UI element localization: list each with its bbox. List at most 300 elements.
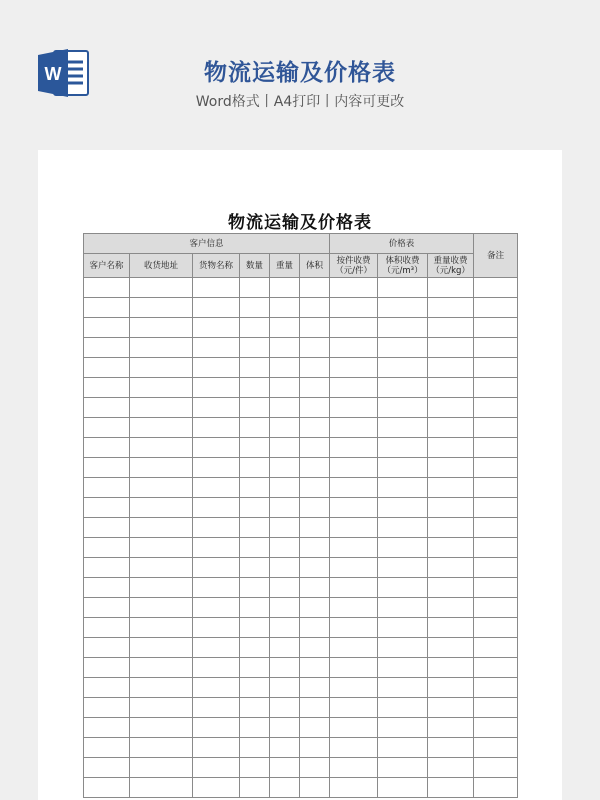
- table-cell: [270, 478, 300, 498]
- table-cell: [240, 658, 270, 678]
- table-cell: [300, 478, 330, 498]
- table-cell: [270, 498, 300, 518]
- table-cell: [84, 298, 130, 318]
- table-row: [84, 458, 518, 478]
- table-cell: [84, 418, 130, 438]
- table-cell: [270, 598, 300, 618]
- table-cell: [330, 598, 378, 618]
- table-cell: [474, 338, 518, 358]
- table-cell: [428, 438, 474, 458]
- table-cell: [130, 758, 193, 778]
- table-row: [84, 578, 518, 598]
- table-cell: [428, 298, 474, 318]
- table-cell: [193, 338, 240, 358]
- table-cell: [84, 638, 130, 658]
- table-cell: [270, 458, 300, 478]
- table-cell: [130, 378, 193, 398]
- col-volume: 体积: [300, 254, 330, 278]
- table-cell: [428, 738, 474, 758]
- table-cell: [270, 758, 300, 778]
- table-cell: [240, 558, 270, 578]
- table-cell: [474, 378, 518, 398]
- table-cell: [84, 678, 130, 698]
- table-cell: [474, 498, 518, 518]
- table-cell: [428, 678, 474, 698]
- col-customer-name: 客户名称: [84, 254, 130, 278]
- table-cell: [270, 738, 300, 758]
- table-cell: [300, 698, 330, 718]
- table-cell: [193, 418, 240, 438]
- table-cell: [270, 558, 300, 578]
- table-row: [84, 378, 518, 398]
- table-cell: [300, 538, 330, 558]
- table-cell: [474, 738, 518, 758]
- table-cell: [193, 638, 240, 658]
- table-cell: [330, 578, 378, 598]
- col-goods-name: 货物名称: [193, 254, 240, 278]
- table-cell: [270, 678, 300, 698]
- table-cell: [378, 358, 428, 378]
- page-title: 物流运输及价格表: [204, 60, 396, 86]
- table-cell: [474, 478, 518, 498]
- col-fee-per-piece-line2: （元/件）: [335, 265, 372, 276]
- table-cell: [240, 778, 270, 798]
- table-cell: [84, 578, 130, 598]
- table-cell: [474, 458, 518, 478]
- table-cell: [84, 518, 130, 538]
- table-cell: [130, 318, 193, 338]
- table-cell: [84, 718, 130, 738]
- table-cell: [428, 718, 474, 738]
- group-customer-info: 客户信息: [84, 234, 330, 254]
- table-cell: [428, 378, 474, 398]
- table-cell: [428, 558, 474, 578]
- col-fee-per-weight-line2: （元/kg）: [431, 265, 470, 276]
- table-cell: [428, 538, 474, 558]
- table-cell: [130, 558, 193, 578]
- col-fee-per-piece-line1: 按件收费: [336, 255, 371, 266]
- table-cell: [240, 518, 270, 538]
- table-cell: [240, 578, 270, 598]
- table-cell: [378, 738, 428, 758]
- table-cell: [193, 498, 240, 518]
- table-cell: [330, 698, 378, 718]
- table-cell: [330, 538, 378, 558]
- table-cell: [330, 278, 378, 298]
- table-row: [84, 438, 518, 458]
- table-cell: [240, 478, 270, 498]
- table-cell: [330, 438, 378, 458]
- table-cell: [270, 658, 300, 678]
- table-cell: [193, 618, 240, 638]
- table-cell: [270, 358, 300, 378]
- table-cell: [193, 458, 240, 478]
- table-cell: [270, 418, 300, 438]
- table-cell: [474, 658, 518, 678]
- table-cell: [240, 438, 270, 458]
- table-cell: [84, 658, 130, 678]
- table-cell: [84, 338, 130, 358]
- table-cell: [378, 658, 428, 678]
- col-fee-per-weight-line1: 重量收费: [433, 255, 468, 266]
- table-cell: [193, 478, 240, 498]
- table-cell: [130, 418, 193, 438]
- table-cell: [240, 278, 270, 298]
- table-cell: [428, 658, 474, 678]
- table-cell: [330, 398, 378, 418]
- table-cell: [474, 438, 518, 458]
- table-cell: [193, 738, 240, 758]
- table-row: [84, 478, 518, 498]
- table-cell: [428, 618, 474, 638]
- table-cell: [84, 358, 130, 378]
- table-cell: [84, 278, 130, 298]
- table-cell: [240, 338, 270, 358]
- table-cell: [378, 378, 428, 398]
- table-cell: [378, 478, 428, 498]
- table-cell: [474, 278, 518, 298]
- table-row: [84, 298, 518, 318]
- table-cell: [130, 278, 193, 298]
- table-cell: [378, 558, 428, 578]
- table-cell: [330, 378, 378, 398]
- table-cell: [193, 698, 240, 718]
- table-cell: [330, 318, 378, 338]
- table-cell: [300, 358, 330, 378]
- table-cell: [378, 518, 428, 538]
- table-cell: [270, 718, 300, 738]
- table-cell: [300, 438, 330, 458]
- table-cell: [300, 718, 330, 738]
- table-cell: [330, 778, 378, 798]
- table-cell: [240, 638, 270, 658]
- table-row: [84, 658, 518, 678]
- table-cell: [84, 758, 130, 778]
- table-cell: [193, 378, 240, 398]
- table-cell: [330, 738, 378, 758]
- table-cell: [378, 418, 428, 438]
- table-cell: [193, 578, 240, 598]
- table-cell: [193, 718, 240, 738]
- table-cell: [270, 378, 300, 398]
- table-cell: [240, 718, 270, 738]
- table-cell: [330, 558, 378, 578]
- table-cell: [270, 538, 300, 558]
- table-cell: [378, 398, 428, 418]
- table-cell: [428, 578, 474, 598]
- table-cell: [300, 318, 330, 338]
- table-cell: [300, 758, 330, 778]
- table-cell: [240, 498, 270, 518]
- table-cell: [474, 698, 518, 718]
- table-cell: [428, 398, 474, 418]
- table-cell: [270, 438, 300, 458]
- table-cell: [240, 378, 270, 398]
- table-cell: [270, 638, 300, 658]
- table-cell: [240, 358, 270, 378]
- table-cell: [378, 338, 428, 358]
- table-cell: [300, 278, 330, 298]
- table-cell: [130, 458, 193, 478]
- table-cell: [300, 598, 330, 618]
- table-cell: [330, 478, 378, 498]
- table-cell: [240, 398, 270, 418]
- document-page: [38, 150, 562, 800]
- table-cell: [474, 718, 518, 738]
- col-weight: 重量: [270, 254, 300, 278]
- table-cell: [84, 498, 130, 518]
- col-quantity: 数量: [240, 254, 270, 278]
- table-cell: [240, 678, 270, 698]
- table-cell: [330, 418, 378, 438]
- table-cell: [330, 638, 378, 658]
- table-cell: [240, 758, 270, 778]
- table-cell: [193, 538, 240, 558]
- table-cell: [84, 618, 130, 638]
- table-cell: [474, 618, 518, 638]
- table-cell: [130, 678, 193, 698]
- table-cell: [84, 558, 130, 578]
- table-cell: [84, 458, 130, 478]
- table-cell: [300, 378, 330, 398]
- table-cell: [84, 698, 130, 718]
- table-column-header-row: [84, 254, 518, 278]
- table-cell: [474, 558, 518, 578]
- table-cell: [300, 658, 330, 678]
- table-cell: [300, 298, 330, 318]
- table-cell: [378, 758, 428, 778]
- table-cell: [240, 598, 270, 618]
- table-cell: [300, 638, 330, 658]
- table-row: [84, 418, 518, 438]
- table-cell: [193, 318, 240, 338]
- table-cell: [474, 578, 518, 598]
- table-cell: [474, 298, 518, 318]
- table-cell: [330, 658, 378, 678]
- table-cell: [378, 678, 428, 698]
- table-cell: [270, 338, 300, 358]
- table-cell: [130, 598, 193, 618]
- table-cell: [130, 398, 193, 418]
- table-cell: [193, 598, 240, 618]
- table-cell: [193, 438, 240, 458]
- table-row: [84, 758, 518, 778]
- table-cell: [378, 498, 428, 518]
- page-header: [0, 0, 600, 150]
- table-cell: [193, 278, 240, 298]
- table-cell: [300, 458, 330, 478]
- table-cell: [428, 778, 474, 798]
- table-body: [84, 278, 518, 798]
- col-fee-per-volume-line1: 体积收费: [385, 255, 420, 266]
- table-cell: [428, 458, 474, 478]
- logistics-price-table: [83, 233, 518, 798]
- table-cell: [84, 438, 130, 458]
- table-cell: [130, 538, 193, 558]
- table-cell: [378, 438, 428, 458]
- table-cell: [130, 698, 193, 718]
- table-cell: [130, 518, 193, 538]
- table-cell: [240, 458, 270, 478]
- table-row: [84, 358, 518, 378]
- col-fee-per-volume: [378, 254, 428, 278]
- table-cell: [474, 778, 518, 798]
- table-row: [84, 398, 518, 418]
- table-row: [84, 778, 518, 798]
- table-row: [84, 598, 518, 618]
- table-cell: [240, 298, 270, 318]
- table-cell: [300, 578, 330, 598]
- table-cell: [193, 658, 240, 678]
- table-cell: [84, 598, 130, 618]
- table-cell: [130, 478, 193, 498]
- table-cell: [240, 538, 270, 558]
- table-cell: [378, 618, 428, 638]
- table-cell: [84, 738, 130, 758]
- table-cell: [193, 358, 240, 378]
- table-cell: [270, 398, 300, 418]
- table-cell: [378, 718, 428, 738]
- table-row: [84, 498, 518, 518]
- table-cell: [270, 318, 300, 338]
- svg-text:W: W: [44, 64, 62, 84]
- table-cell: [84, 378, 130, 398]
- page-subtitle: Word格式丨A4打印丨内容可更改: [195, 94, 405, 110]
- table-cell: [378, 638, 428, 658]
- table-cell: [193, 398, 240, 418]
- table-cell: [330, 338, 378, 358]
- table-cell: [300, 618, 330, 638]
- table-cell: [130, 718, 193, 738]
- table-cell: [240, 318, 270, 338]
- table-cell: [193, 518, 240, 538]
- table-cell: [130, 438, 193, 458]
- table-cell: [378, 778, 428, 798]
- table-cell: [270, 278, 300, 298]
- table-cell: [270, 298, 300, 318]
- table-cell: [428, 698, 474, 718]
- table-cell: [193, 298, 240, 318]
- table-cell: [474, 758, 518, 778]
- table-cell: [84, 398, 130, 418]
- table-row: [84, 638, 518, 658]
- table-cell: [428, 418, 474, 438]
- table-row: [84, 698, 518, 718]
- table-cell: [428, 358, 474, 378]
- table-row: [84, 718, 518, 738]
- table-cell: [193, 778, 240, 798]
- table-cell: [378, 278, 428, 298]
- table-cell: [240, 418, 270, 438]
- table-cell: [130, 338, 193, 358]
- table-cell: [84, 318, 130, 338]
- table-cell: [428, 638, 474, 658]
- table-cell: [270, 698, 300, 718]
- table-cell: [428, 598, 474, 618]
- table-row: [84, 338, 518, 358]
- table-cell: [270, 578, 300, 598]
- table-cell: [300, 738, 330, 758]
- table-cell: [84, 778, 130, 798]
- table-cell: [130, 358, 193, 378]
- table-cell: [130, 738, 193, 758]
- table-cell: [474, 318, 518, 338]
- table-cell: [130, 778, 193, 798]
- table-cell: [300, 418, 330, 438]
- table-cell: [300, 398, 330, 418]
- table-cell: [428, 518, 474, 538]
- table-cell: [300, 498, 330, 518]
- table-cell: [474, 598, 518, 618]
- table-cell: [378, 298, 428, 318]
- col-address: 收货地址: [130, 254, 193, 278]
- col-fee-per-volume-line2: （元/m³）: [382, 265, 423, 276]
- table-row: [84, 558, 518, 578]
- table-cell: [378, 578, 428, 598]
- table-cell: [474, 398, 518, 418]
- table-cell: [240, 738, 270, 758]
- table-row: [84, 678, 518, 698]
- table-cell: [428, 338, 474, 358]
- table-cell: [330, 518, 378, 538]
- table-cell: [378, 698, 428, 718]
- table-cell: [300, 558, 330, 578]
- table-row: [84, 618, 518, 638]
- table-cell: [130, 618, 193, 638]
- table-cell: [378, 458, 428, 478]
- table-cell: [428, 758, 474, 778]
- table-cell: [474, 538, 518, 558]
- table-cell: [428, 498, 474, 518]
- table-cell: [193, 758, 240, 778]
- group-price-table: 价格表: [330, 234, 474, 254]
- table-cell: [300, 778, 330, 798]
- table-row: [84, 318, 518, 338]
- table-cell: [130, 578, 193, 598]
- table-cell: [300, 678, 330, 698]
- table-cell: [378, 598, 428, 618]
- table-cell: [193, 678, 240, 698]
- table-cell: [330, 458, 378, 478]
- table-cell: [270, 518, 300, 538]
- table-cell: [330, 298, 378, 318]
- table-cell: [428, 478, 474, 498]
- table-cell: [330, 718, 378, 738]
- table-cell: [300, 518, 330, 538]
- table-cell: [193, 558, 240, 578]
- table-cell: [474, 358, 518, 378]
- table-cell: [474, 418, 518, 438]
- table-cell: [130, 298, 193, 318]
- table-cell: [378, 538, 428, 558]
- table-cell: [378, 318, 428, 338]
- table-row: [84, 518, 518, 538]
- table-cell: [330, 758, 378, 778]
- document-title: 物流运输及价格表: [228, 213, 372, 233]
- col-remark: 备注: [474, 234, 518, 278]
- table-row: [84, 738, 518, 758]
- table-row: [84, 278, 518, 298]
- table-cell: [474, 518, 518, 538]
- table-cell: [330, 358, 378, 378]
- table-cell: [130, 658, 193, 678]
- table-cell: [84, 538, 130, 558]
- table-cell: [330, 498, 378, 518]
- col-fee-per-weight: [428, 254, 474, 278]
- table-cell: [84, 478, 130, 498]
- table-cell: [240, 698, 270, 718]
- table-cell: [270, 778, 300, 798]
